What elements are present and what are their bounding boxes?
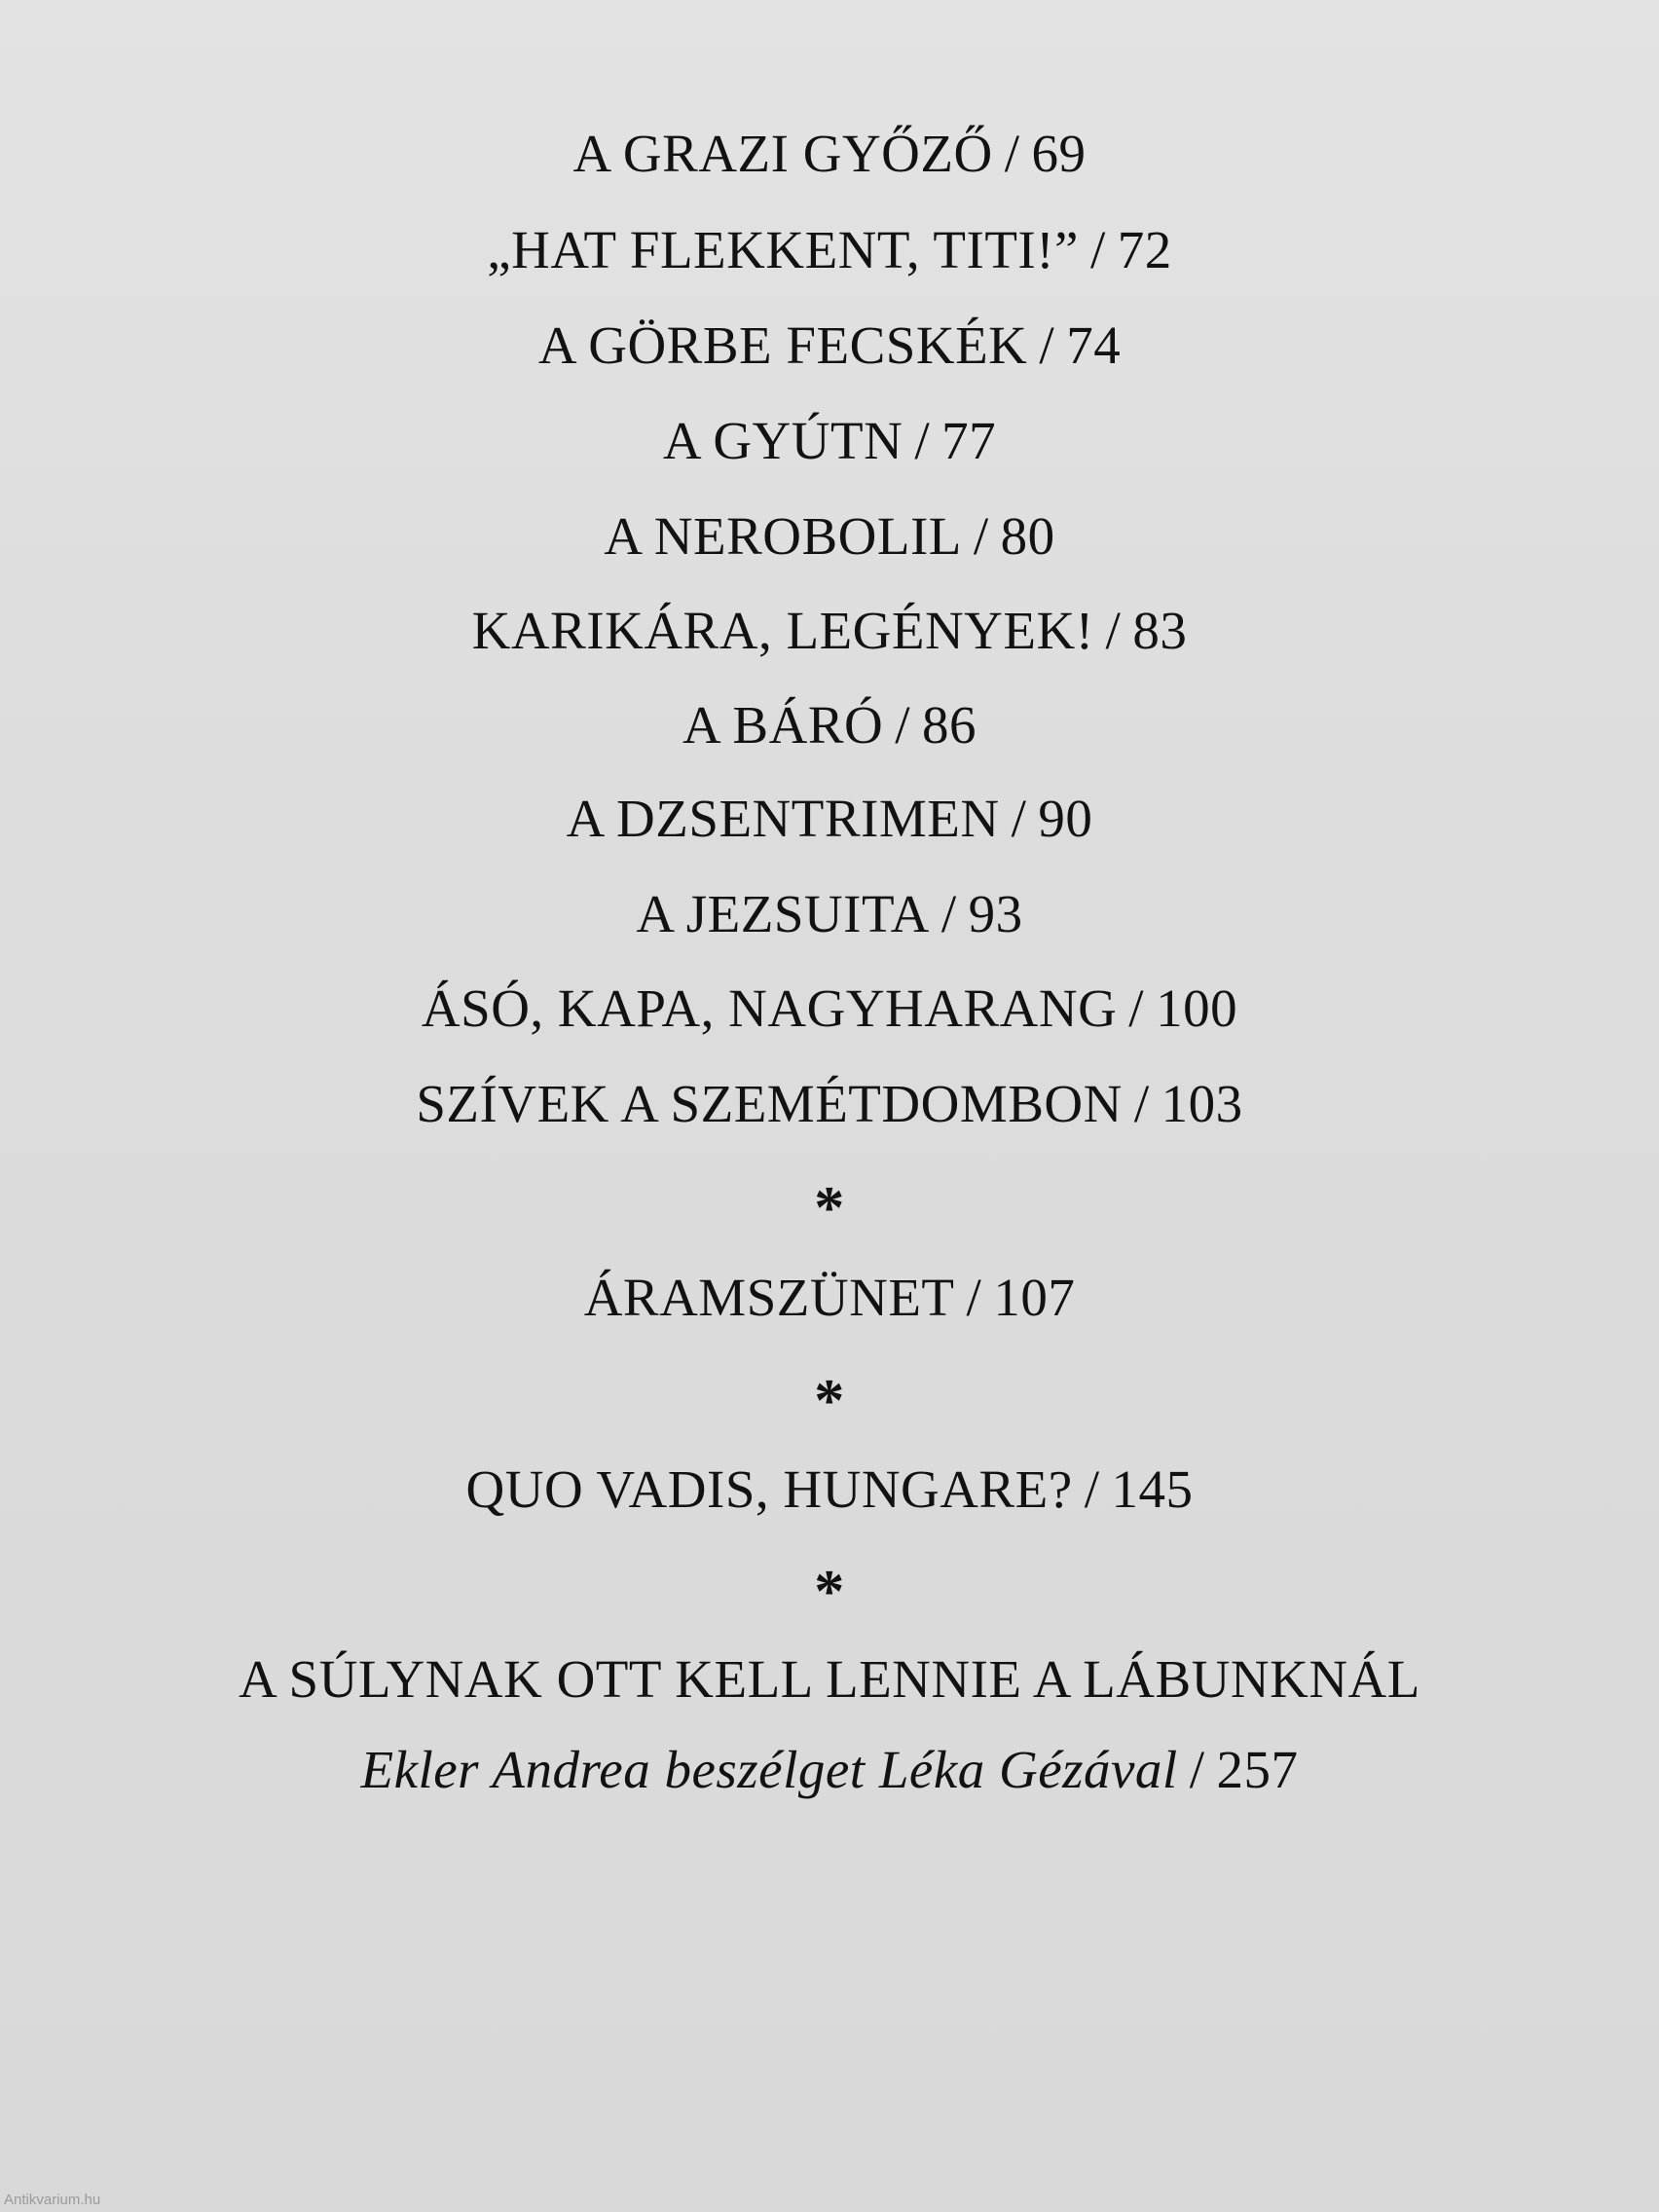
toc-entry-page: 72 — [1117, 220, 1172, 279]
toc-entry-separator: / — [1084, 1459, 1100, 1519]
toc-entry-page: 107 — [993, 1268, 1076, 1327]
toc-entry-title: A GYÚTN — [662, 411, 903, 470]
toc-entry-page: 103 — [1161, 1074, 1243, 1133]
toc-entry-separator: / — [1105, 601, 1122, 660]
toc-entry-page: 74 — [1066, 315, 1122, 375]
section-divider-star: * — [814, 1559, 845, 1625]
toc-entry-page: 69 — [1031, 124, 1087, 183]
toc-entry-title: A JEZSUITA — [636, 884, 930, 943]
toc-final-entry-subline — [0, 1736, 1659, 1804]
toc-entry — [0, 216, 1659, 284]
toc-entry-page: 80 — [1000, 506, 1055, 566]
toc-entry — [0, 691, 1659, 759]
toc-entry-separator: / — [1004, 124, 1020, 183]
section-divider-star: * — [814, 1175, 845, 1241]
toc-entry — [0, 1456, 1659, 1524]
toc-entry-title: A GÖRBE FECSKÉK — [537, 315, 1028, 375]
toc-entry-separator: / — [1089, 220, 1106, 279]
toc-entry-title: ÁRAMSZÜNET — [583, 1268, 955, 1327]
toc-entry — [0, 597, 1659, 665]
toc-entry-separator: / — [973, 506, 989, 566]
toc-entry-separator: / — [895, 695, 911, 755]
toc-entry-separator: / — [966, 1268, 982, 1327]
toc-entry — [0, 880, 1659, 948]
toc-entry-separator: / — [1133, 1074, 1150, 1133]
watermark: Antikvarium.hu — [4, 2192, 101, 2208]
section-divider-star: * — [814, 1368, 845, 1434]
toc-entry-title: ÁSÓ, KAPA, NAGYHARANG — [421, 978, 1118, 1038]
toc-entry-page: 77 — [941, 411, 997, 470]
toc-entry — [0, 502, 1659, 571]
toc-entry-title: A NEROBOLIL — [604, 506, 962, 566]
toc-entry-title: „HAT FLEKKENT, TITI!” — [487, 220, 1079, 279]
toc-entry — [0, 1070, 1659, 1138]
toc-entry-page: 93 — [968, 884, 1023, 943]
toc-entry-title: A BÁRÓ — [682, 695, 884, 755]
toc-entry-separator: / — [1128, 978, 1145, 1038]
toc-entry-title: A GRAZI GYŐZŐ — [572, 124, 993, 183]
toc-entry — [0, 1264, 1659, 1332]
toc-entry-title: A DZSENTRIMEN — [566, 789, 1000, 848]
toc-entry-page: 257 — [1216, 1740, 1299, 1799]
toc-entry-separator: / — [1189, 1740, 1205, 1799]
toc-entry — [0, 975, 1659, 1043]
toc-entry-page: 145 — [1111, 1459, 1194, 1519]
toc-entry-title: SZÍVEK A SZEMÉTDOMBON — [416, 1074, 1123, 1133]
toc-entry — [0, 120, 1659, 188]
toc-entry-subtitle: Ekler Andrea beszélget Léka Gézával — [360, 1740, 1178, 1799]
toc-entry — [0, 407, 1659, 475]
toc-entry-separator: / — [1039, 315, 1055, 375]
toc-entry-separator: / — [1011, 789, 1027, 848]
toc-entry — [0, 312, 1659, 380]
toc-entry-page: 86 — [922, 695, 977, 755]
toc-entry-separator: / — [914, 411, 931, 470]
toc-entry-separator: / — [940, 884, 957, 943]
toc-entry-page: 100 — [1156, 978, 1238, 1038]
toc-final-entry-title: A SÚLYNAK OTT KELL LENNIE A LÁBUNKNÁL — [239, 1649, 1420, 1709]
toc-entry-page: 83 — [1132, 601, 1188, 660]
toc-entry-page: 90 — [1038, 789, 1093, 848]
toc-entry — [0, 785, 1659, 853]
toc-entry-title: KARIKÁRA, LEGÉNYEK! — [471, 601, 1094, 660]
toc-entry-title: QUO VADIS, HUNGARE? — [465, 1459, 1073, 1519]
